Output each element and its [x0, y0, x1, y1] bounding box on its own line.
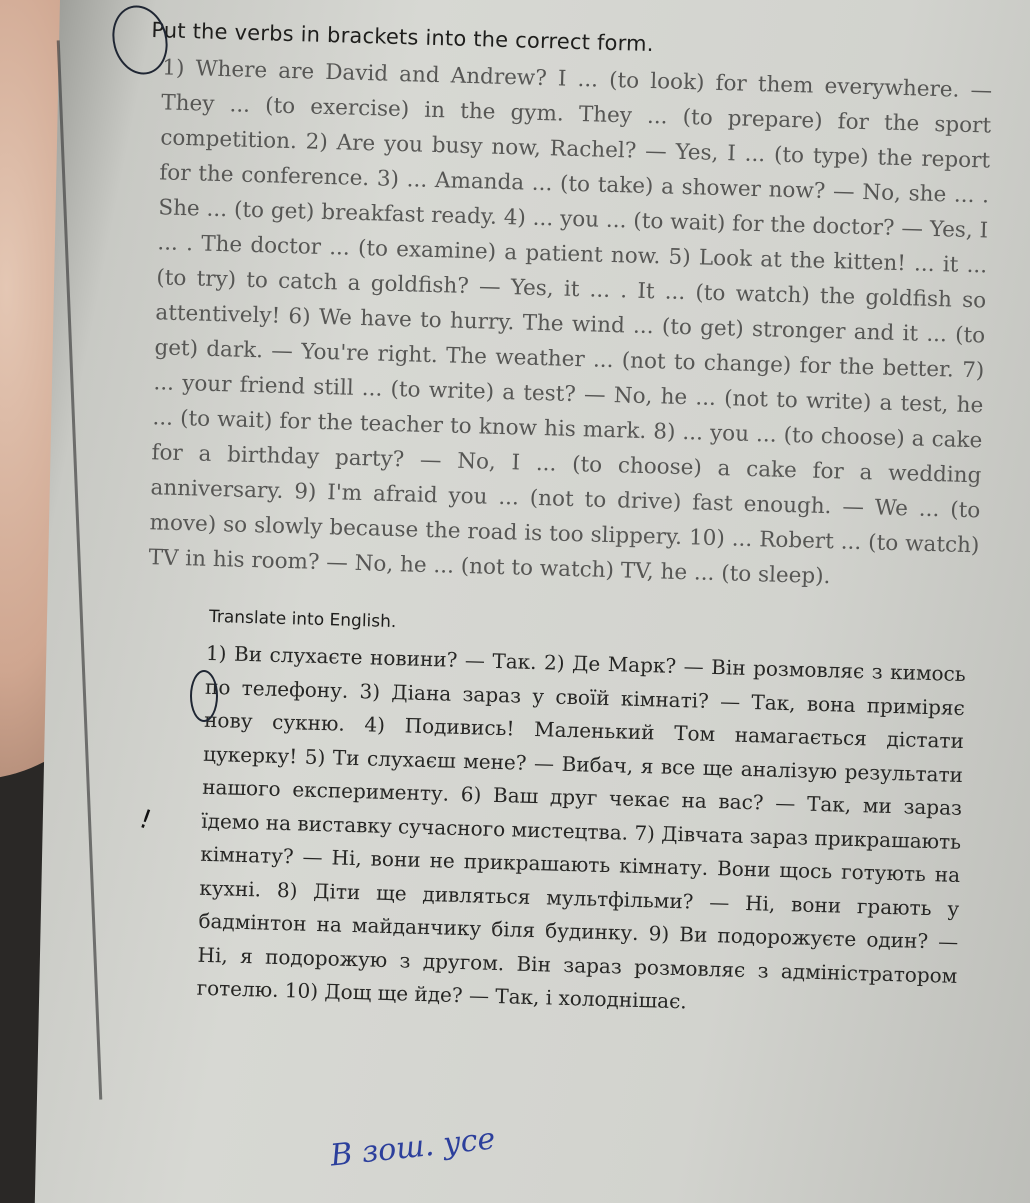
- exercise2-text: 1) Ви слухаєте новини? — Так. 2) Де Марк? — Він розмовляє з кимось по телефону. 3) Діана зараз у своїй кімнаті? — Так, вона приміряє нову сукню. 4) Подивись! Маленький Том намагається дістати цукерку! 5) Ти слухаєш мене? — Вибач, я все ще аналізую результати нашого експерименту. 6) Ваш друг чекає на вас? — Так, ми зараз їдемо на виставку сучасного мистецтва. 7) Дівчата зараз прикрашають кімнату? — Ні, вони не прикрашають кімнату. Вони щось готують на кухні. 8) Діти ще дивляться мультфільми? — Ні, вони грають у бадмінтон на майданчику біля будинку. 9) Ви подорожуєте один? — Ні, я подорожую з другом. Він зараз розмовляє з адміністратором готелю. 10) Дощ ще йде? — Так, і холоднішає.: [196, 640, 967, 1014]
- exercise2-heading: Translate into English.: [208, 606, 397, 633]
- margin-pen-mark: !: [135, 804, 156, 836]
- pen-circle-mark-2: [190, 670, 218, 722]
- exercise1-text: 1) Where are David and Andrew? I ... (to look) for them everywhere. — They ... (to exercise) in the gym. They ... (to prepare) for the sport competition. 2) Are you busy now, Rachel? — Yes, I ... (to type) the report for the conference. 3) ... Amanda ... (to take) a shower now? — No, she ... . She ... (to get) breakfast ready. 4) ... you ... (to wait) for the doctor? — Yes, I ... . The doctor ... (to examine) a patient now. 5) Look at the kitten! ... it ... (to try) to catch a goldfish? — Yes, it ... . It ... (to watch) the goldfish so attentively! 6) We have to hurry. The wind ... (to get) stronger and it ... (to get) dark. — You're right. The weather ... (not to change) for the better. 7) ... your friend still ... (to write) a test? — No, he ... (not to write) a test, he ... (to wait) for the teacher to know his mark. 8) ... you ... (to choose) a cake for a birthday party? — No, I ... (to choose) a cake for a wedding anniversary. 9) I'm afraid you ... (not to drive) fast enough. — We ... (to move) so slowly because the road is too slippery. 10) ... Robert ... (to watch) TV in his room? — No, he ... (not to watch) TV, he ... (to sleep).: [148, 55, 993, 590]
- handwritten-note: В зош. усе: [328, 1121, 497, 1174]
- page-content: [122, 8, 1009, 1027]
- exercise1-heading: Put the verbs in brackets into the correct form.: [151, 18, 654, 57]
